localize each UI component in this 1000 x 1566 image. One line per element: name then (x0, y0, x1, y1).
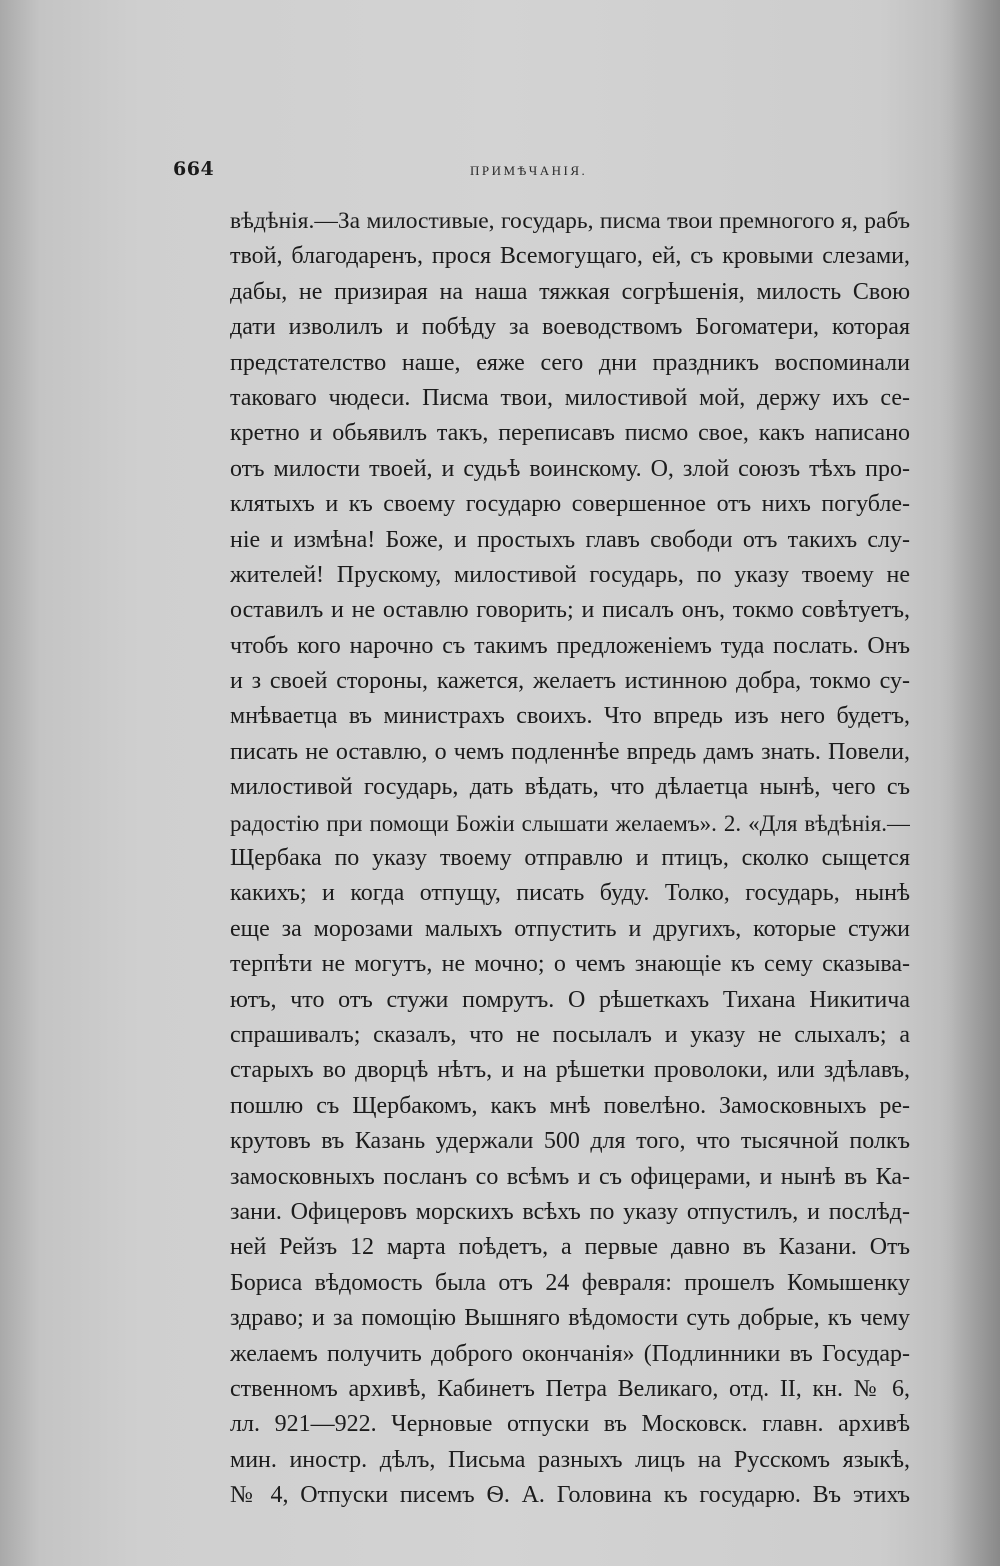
text-line: ней Рейзъ 12 марта поѣдетъ, а первые давно въ Казани. Отъ (230, 1234, 910, 1261)
text-line: ніе и измѣна! Боже, и простыхъ главъ свободи отъ такихъ слу- (230, 526, 910, 553)
text-line: Щербака по указу твоему отправлю и птицъ, сколко сыщется (230, 845, 910, 872)
body-text (230, 204, 910, 1513)
text-line: писать не оставлю, о чемъ подленнѣе впредь дамъ знать. Повели, (230, 738, 910, 765)
text-line: отъ милости твоей, и судьѣ воинскому. О, злой союзъ тѣхъ про- (230, 455, 910, 482)
text-line: № 4, Отпуски писемъ Ѳ. А. Головина къ государю. Въ этихъ (230, 1482, 910, 1509)
text-line: терпѣти не могутъ, не мочно; о чемъ знающіе къ сему сказыва- (230, 951, 910, 978)
text-line: клятыхъ и къ своему государю совершенное отъ нихъ погубле- (230, 491, 910, 518)
text-line: твой, благодаренъ, прося Всемогущаго, ей, съ кровыми слезами, (230, 243, 910, 270)
text-line: дати изволилъ и побѣду за воеводствомъ Богоматери, которая (230, 314, 910, 341)
text-line: еще за морозами малыхъ отпустить и другихъ, которые стужи (230, 915, 910, 942)
text-line: какихъ; и когда отпущу, писать буду. Толко, государь, нынѣ (230, 880, 910, 907)
text-line: ютъ, что отъ стужи помрутъ. О рѣшеткахъ Тихана Никитича (230, 986, 910, 1013)
text-line: зани. Офицеровъ морскихъ всѣхъ по указу отпустилъ, и послѣд- (230, 1198, 910, 1225)
running-title: ПРИМѢЧАНІЯ. (470, 163, 588, 178)
text-line: крутовъ въ Казань удержали 500 для того, что тысячной полкъ (230, 1128, 910, 1155)
text-line: замосковныхъ посланъ со всѣмъ и съ офицерами, и нынѣ въ Ка- (230, 1163, 910, 1190)
text-line: жителей! Прускому, милостивой государь, по указу твоему не (230, 561, 910, 588)
text-line: старыхъ во дворцѣ нѣтъ, и на рѣшетки проволоки, или здѣлавъ, (230, 1057, 910, 1084)
text-line: кретно и обьявилъ такъ, переписавъ писмо свое, какъ написано (230, 420, 910, 447)
text-line: чтобъ кого нарочно съ такимъ предложеніемъ туда послать. Онъ (230, 632, 910, 659)
text-line: желаемъ получить доброго окончанія» (Подлинники въ Государ- (230, 1340, 910, 1367)
text-line: предстателство наше, еяже сего дни праздникъ воспоминали (230, 349, 910, 376)
text-line: Бориса вѣдомость была отъ 24 февраля: прошелъ Комышенку (230, 1269, 910, 1296)
text-line: милостивой государь, дать вѣдать, что дѣлаетца нынѣ, чего съ (230, 774, 910, 801)
text-line: таковаго чюдеси. Писма твои, милостивой мой, держу ихъ се- (230, 384, 910, 411)
text-line: спрашивалъ; сказалъ, что не посылалъ и указу не слыхалъ; а (230, 1021, 910, 1048)
text-line: лл. 921—922. Черновые отпуски въ Московск. главн. архивѣ (230, 1411, 910, 1438)
text-line: пошлю съ Щербакомъ, какъ мнѣ повелѣно. Замосковныхъ ре- (230, 1092, 910, 1119)
text-line: оставилъ и не оставлю говорить; и писалъ онъ, токмо совѣтуетъ, (230, 597, 910, 624)
text-line: радостію при помощи Божіи слышати желаемъ». 2. «Для вѣдѣнія.— (230, 810, 910, 836)
text-line: ственномъ архивѣ, Кабинетъ Петра Великаго, отд. II, кн. № 6, (230, 1375, 910, 1402)
text-line: и з своей стороны, кажется, желаетъ истинною добра, токмо су- (230, 668, 910, 695)
text-line: мнѣваетца въ министрахъ своихъ. Что впредь изъ него будетъ, (230, 703, 910, 730)
text-line: мин. иностр. дѣлъ, Письма разныхъ лицъ на Русскомъ языкѣ, (230, 1446, 910, 1473)
text-line: дабы, не призирая на наша тяжкая согрѣшенія, милость Свою (230, 278, 910, 305)
page-number: 664 (173, 158, 215, 180)
text-line: здраво; и за помощію Вышняго вѣдомости суть добрые, къ чему (230, 1305, 910, 1332)
text-line: вѣдѣнія.—За милостивые, государь, писма твои премногого я, рабъ (230, 208, 910, 234)
